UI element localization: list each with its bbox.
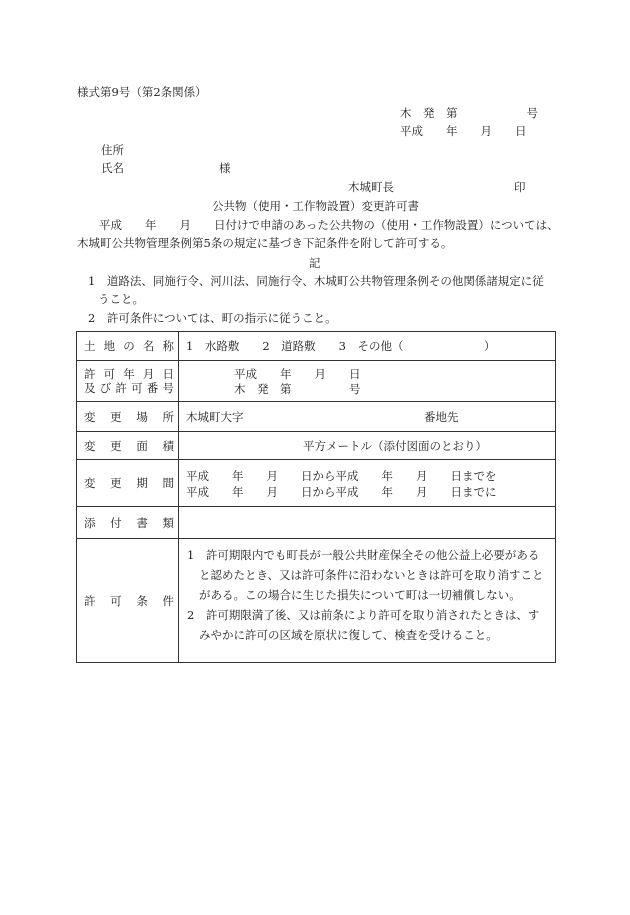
condition-line-4: 2 許可期限満了後、又は前条により許可を取り消されたときは、す [187,608,540,622]
label-period: 変更期間 [84,476,174,490]
period-line-1: 平成 年 月 日から平成 年 月 日までを [186,469,497,483]
name-honorific: 様 [219,161,231,175]
row-place [77,401,555,431]
place-value-right: 番地先 [424,410,459,424]
label-permit-number: 及び許可番号 [84,381,174,395]
label-place: 変更場所 [84,409,174,424]
seal-mark: 印 [514,180,526,194]
row-permit [77,360,555,401]
condition-line-5: みやかに許可の区域を原状に復して、検査を受けること。 [199,628,498,642]
document-number: 木 発 第 号 [400,106,538,120]
condition-line-3: がある。この場合に生じた損失について町は一切補償しない。 [199,588,521,602]
row-attachments [77,506,555,538]
label-land-name: 土地の名称 [84,339,174,353]
form-id: 様式第9号（第2条関係） [77,85,207,99]
document-title: 公共物（使用・工作物設置）変更許可書 [212,199,419,213]
note-2: 2 許可条件については、町の指示に従うこと。 [88,311,337,325]
address-label: 住所 [101,143,124,157]
permit-date-value: 平成 年 月 日 [234,367,361,381]
label-permit-date: 許可年月日 [84,367,174,381]
note-1-cont: うこと。 [98,292,144,306]
label-attachments: 添付書類 [84,515,174,530]
note-1: 1 道路法、同施行令、河川法、同施行令、木城町公共物管理条例その他関係諸規定に従 [88,274,544,288]
permit-table [76,331,556,663]
label-area: 変更面積 [84,438,174,453]
period-line-2: 平成 年 月 日から平成 年 月 日までに [186,485,497,499]
row-conditions [77,538,555,662]
name-label: 氏名 [101,161,124,175]
row-period [77,459,555,506]
row-area [77,431,555,459]
place-value-left: 木城町大字 [186,410,244,424]
ki-heading: 記 [309,256,321,270]
label-conditions: 許可条件 [84,593,174,608]
land-name-value: 1 水路敷 2 道路敷 3 その他（ ） [186,339,496,353]
row-land-name [77,332,555,360]
condition-line-1: 1 許可期限内でも町長が一般公共財産保全その他公益上必要がある [187,548,540,562]
body-line-1: 平成 年 月 日付けで申請のあった公共物の（使用・工作物設置）については、 [99,218,559,232]
permit-number-value: 木 発 第 号 [234,382,361,396]
issuer: 木城町長 [348,180,394,194]
condition-line-2: と認めたとき、又は許可条件に沿わないときは許可を取り消すこと [199,568,544,582]
body-line-2: 木城町公共物管理条例第5条の規定に基づき下記条件を附して許可する。 [77,236,453,250]
document-date: 平成 年 月 日 [400,124,527,138]
area-value: 平方メートル（添付図面のとおり） [303,439,487,453]
